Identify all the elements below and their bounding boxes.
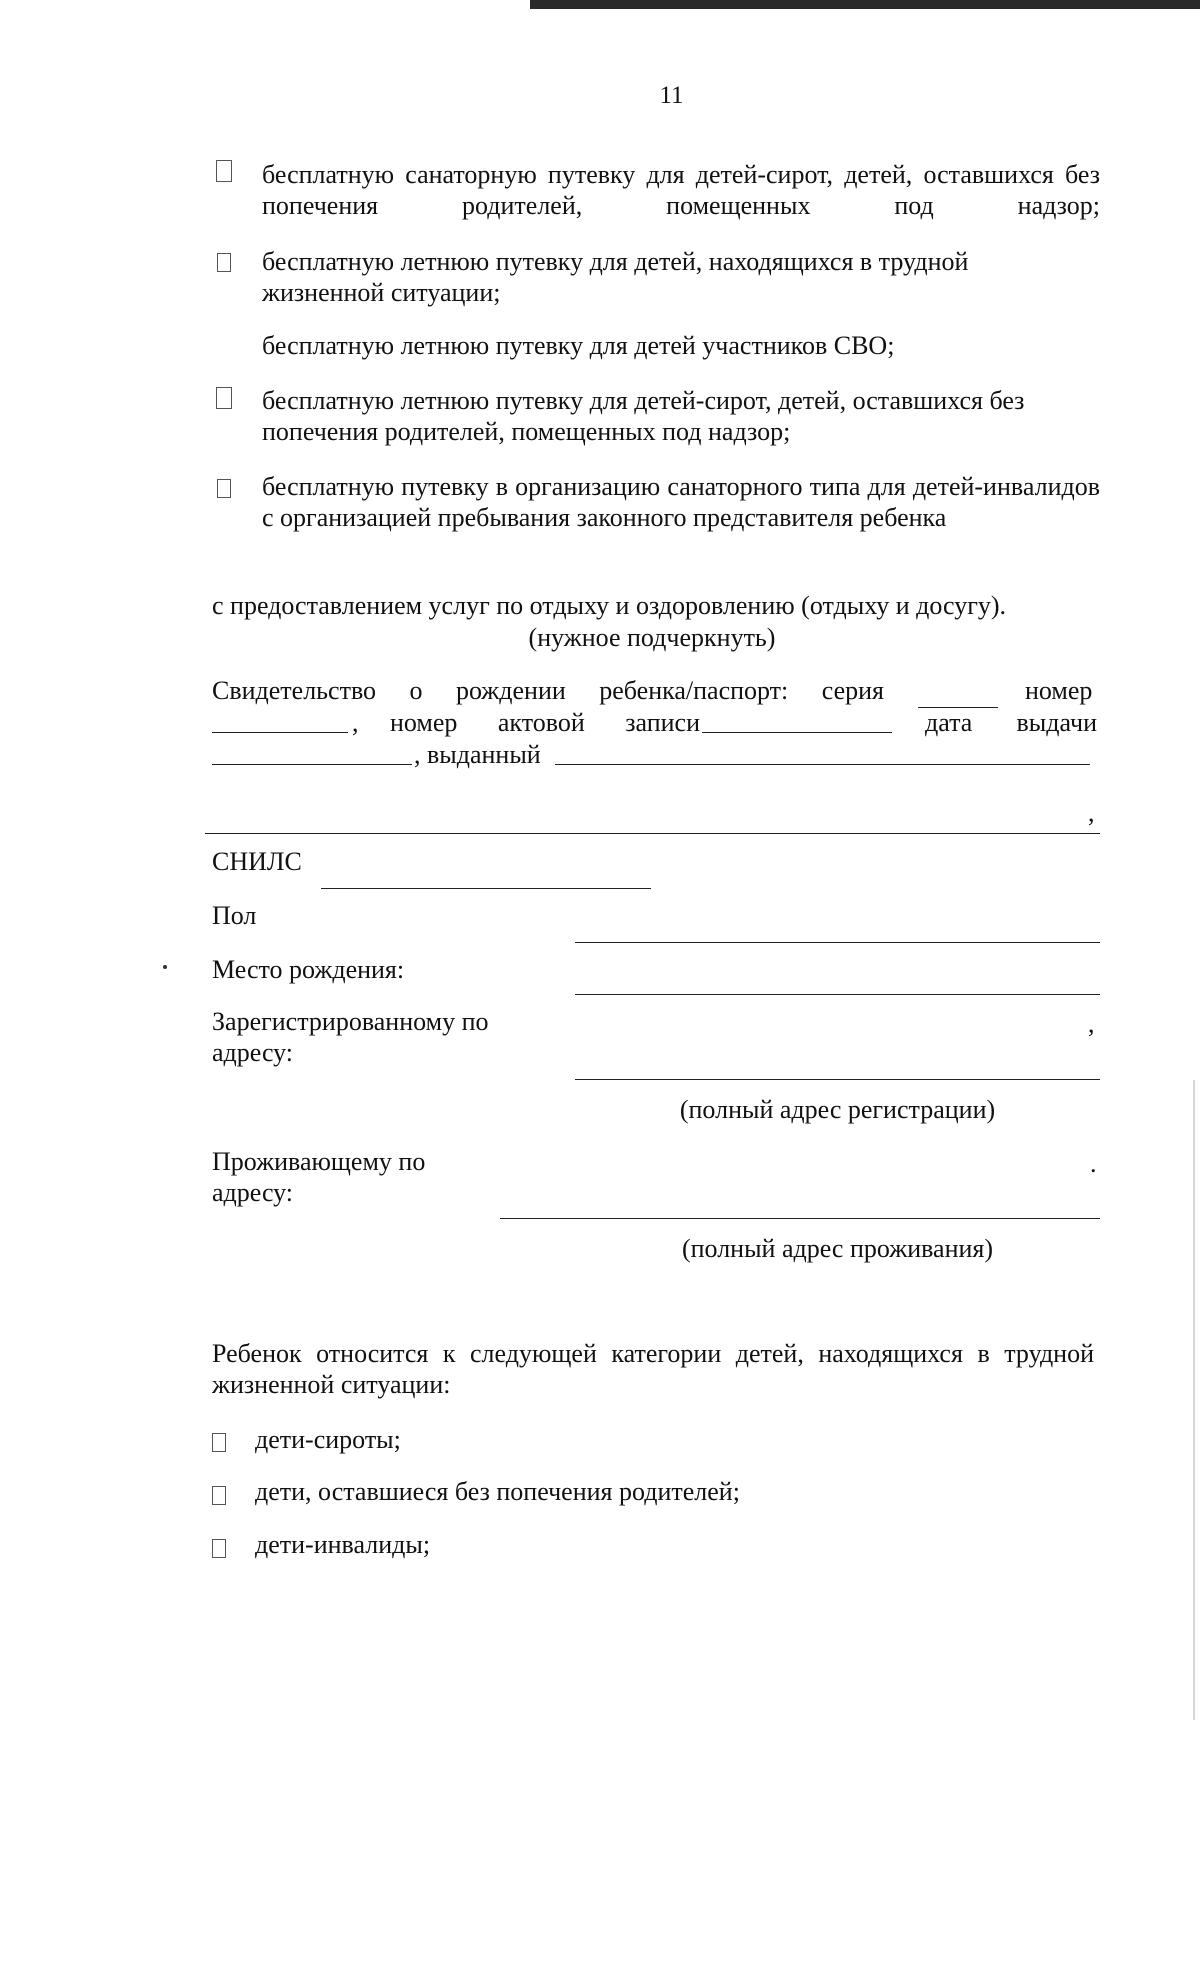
gender-field[interactable] [575, 942, 1100, 943]
option-voucher-summer-svo: бесплатную летнюю путевку для детей участников СВО; [262, 331, 895, 360]
residence-caption: (полный адрес проживания) [681, 1234, 994, 1263]
comma-after-number: , [352, 708, 359, 737]
checkbox-voucher-sanatorium-orphans[interactable] [216, 160, 232, 182]
checkbox-voucher-summer-orphans[interactable] [216, 387, 232, 409]
category-orphans: дети-сироты; [255, 1425, 401, 1454]
checkbox-voucher-summer-difficult[interactable] [217, 253, 231, 272]
certificate-label: Свидетельство о рождении ребенка/паспорт: серия [212, 676, 884, 705]
snils-field[interactable] [321, 888, 651, 889]
issue-date-label: дата выдачи [925, 708, 1097, 737]
registration-comma: , [1088, 1009, 1095, 1038]
category-disabled-children: дети-инвалиды; [255, 1530, 431, 1559]
number-field[interactable] [212, 732, 348, 733]
underline-hint: (нужное подчеркнуть) [528, 623, 776, 652]
scan-border-top [530, 0, 1200, 9]
number-label: номер [1025, 676, 1093, 705]
checkbox-without-parental-care[interactable] [212, 1486, 226, 1505]
page-number: 11 [659, 82, 684, 109]
registration-label: Зарегистрированному по адресу: [212, 1007, 489, 1067]
checkbox-disabled-children[interactable] [212, 1539, 226, 1558]
registration-address-field[interactable] [575, 1079, 1100, 1080]
checkbox-orphans[interactable] [212, 1433, 226, 1452]
residence-period: . [1090, 1149, 1097, 1178]
record-number-field[interactable] [702, 732, 892, 733]
record-number-label: номер актовой записи [390, 708, 700, 737]
issued-by-field-continued[interactable] [205, 833, 1100, 834]
scan-border-right [1193, 1080, 1195, 1720]
option-voucher-sanatorium-disabled: бесплатную путевку в организацию санаторного типа для детей-инвалидов с организацией пребывания законного представителя ребенка [262, 472, 1100, 532]
gender-label: Пол [212, 901, 257, 930]
margin-dot [163, 965, 167, 969]
issued-by-field[interactable] [555, 764, 1090, 765]
category-without-parental-care: дети, оставшиеся без попечения родителей; [255, 1477, 740, 1506]
residence-address-field[interactable] [500, 1218, 1100, 1219]
residence-label: Проживающему по адресу: [212, 1147, 426, 1207]
issued-by-trailing-comma: , [1088, 798, 1095, 827]
birthplace-label: Место рождения: [212, 955, 405, 984]
issue-date-field[interactable] [212, 764, 412, 765]
issued-by-label: , выданный [414, 740, 541, 769]
option-voucher-summer-orphans: бесплатную летнюю путевку для детей-сирот, детей, оставшихся без попечения родителей, помещенных под надзор; [262, 386, 1025, 446]
checkbox-voucher-sanatorium-disabled[interactable] [217, 479, 231, 498]
registration-caption: (полный адрес регистрации) [679, 1095, 996, 1124]
option-voucher-sanatorium-orphans: бесплатную санаторную путевку для детей-сирот, детей, оставшихся без попечения родителей, помещенных под надзор; [262, 160, 1100, 220]
category-intro: Ребенок относится к следующей категории детей, находящихся в трудной жизненной ситуации: [212, 1339, 1094, 1399]
snils-label: СНИЛС [212, 847, 302, 876]
services-text: с предоставлением услуг по отдыху и оздоровлению (отдыху и досугу). [212, 591, 1007, 620]
option-voucher-summer-difficult: бесплатную летнюю путевку для детей, находящихся в трудной жизненной ситуации; [262, 247, 969, 307]
birthplace-field[interactable] [575, 994, 1100, 995]
